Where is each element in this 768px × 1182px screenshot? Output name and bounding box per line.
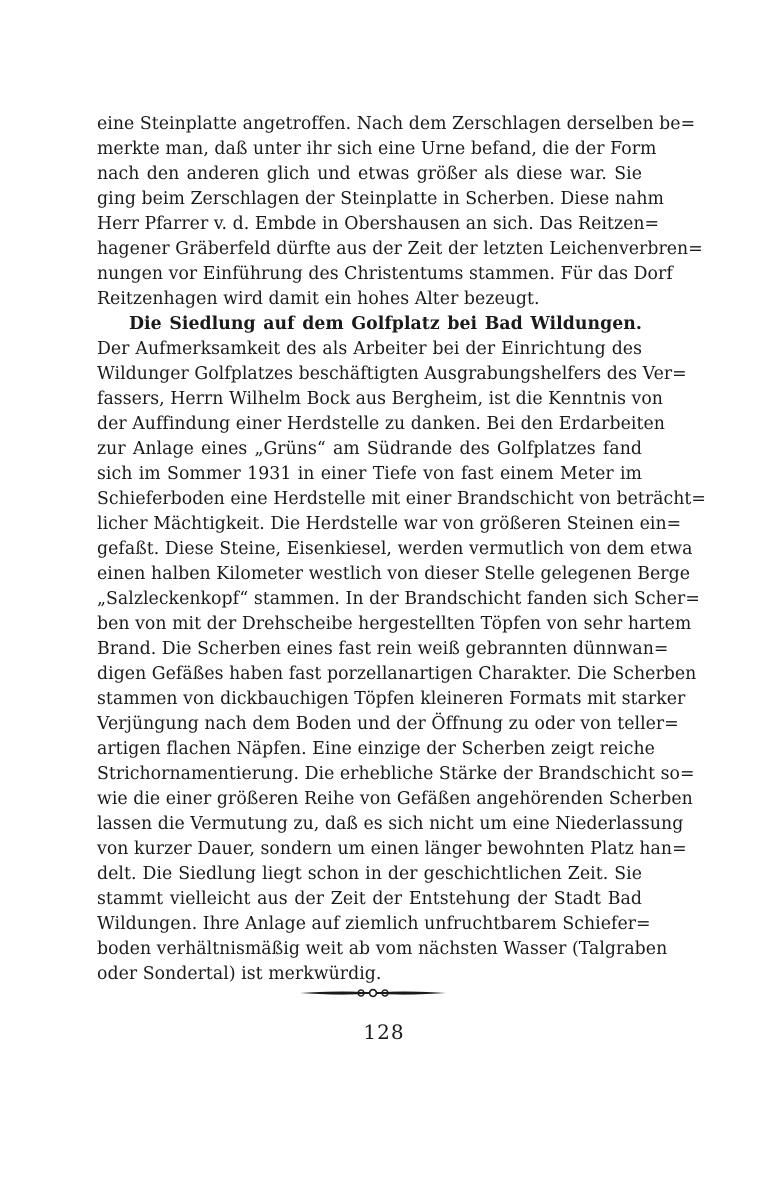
text-line: fassers, Herrn Wilhelm Bock aus Bergheim, ist die Kenntnis von (97, 389, 663, 409)
text-line: der Auffindung einer Herdstelle zu danken. Bei den Erdarbeiten (97, 414, 665, 434)
text-line: Strichornamentierung. Die erhebliche Stärke der Brandschicht so= (97, 764, 695, 784)
text-line: von kurzer Dauer, sondern um einen länger bewohnten Platz han= (97, 839, 687, 859)
text-line: Wildungen. Ihre Anlage auf ziemlich unfruchtbarem Schiefer= (97, 914, 651, 934)
text-line: Schieferboden eine Herdstelle mit einer Brandschicht von beträcht= (97, 489, 706, 509)
text-line: Der Aufmerksamkeit des als Arbeiter bei der Einrichtung des (97, 339, 642, 359)
text-line: oder Sondertal) ist merkwürdig. (97, 964, 382, 984)
text-line: Wildunger Golfplatzes beschäftigten Ausgrabungshelfers des Ver= (97, 364, 687, 384)
section-heading: Die Siedlung auf dem Golfplatz bei Bad Wildungen. (129, 314, 642, 334)
text-line: „Salzleckenkopf“ stammen. In der Brandschicht fanden sich Scher= (97, 589, 700, 609)
text-line: gefaßt. Diese Steine, Eisenkiesel, werden vermutlich von dem etwa (97, 539, 693, 559)
text-line: Herr Pfarrer v. d. Embde in Obershausen an sich. Das Reitzen= (97, 214, 660, 234)
text-line: wie die einer größeren Reihe von Gefäßen angehörenden Scherben (97, 789, 693, 809)
text-line: nungen vor Einführung des Christentums stammen. Für das Dorf (97, 264, 673, 284)
text-line: zur Anlage eines „Grüns“ am Südrande des Golfplatzes fand (97, 439, 642, 459)
body-text (97, 112, 706, 987)
text-line: delt. Die Siedlung liegt schon in der geschichtlichen Zeit. Sie (97, 864, 642, 884)
text-line: eine Steinplatte angetroffen. Nach dem Zerschlagen derselben be= (97, 114, 696, 134)
text-line: ging beim Zerschlagen der Steinplatte in Scherben. Diese nahm (97, 189, 664, 209)
text-line: stammt vielleicht aus der Zeit der Entstehung der Stadt Bad (97, 889, 642, 909)
text-line: licher Mächtigkeit. Die Herdstelle war von größeren Steinen ein= (97, 514, 682, 534)
text-line: stammen von dickbauchigen Töpfen kleineren Formats mit starker (97, 689, 686, 709)
text-line: hagener Gräberfeld dürfte aus der Zeit der letzten Leichenverbren= (97, 239, 703, 259)
text-line: Reitzenhagen wird damit ein hohes Alter bezeugt. (97, 289, 540, 309)
text-line: digen Gefäßes haben fast porzellanartigen Charakter. Die Scherben (97, 664, 697, 684)
text-line: lassen die Vermutung zu, daß es sich nicht um eine Niederlassung (97, 814, 684, 834)
text-line: artigen flachen Näpfen. Eine einzige der Scherben zeigt reiche (97, 739, 655, 759)
end-ornament-icon (298, 987, 448, 999)
text-line: einen halben Kilometer westlich von dieser Stelle gelegenen Berge (97, 564, 690, 584)
text-line: Verjüngung nach dem Boden und der Öffnung zu oder von teller= (97, 714, 679, 734)
page-number: 128 (363, 1020, 405, 1044)
text-line: boden verhältnismäßig weit ab vom nächsten Wasser (Talgraben (97, 939, 668, 959)
text-line: sich im Sommer 1931 in einer Tiefe von fast einem Meter im (97, 464, 642, 484)
text-line: ben von mit der Drehscheibe hergestellten Töpfen von sehr hartem (97, 614, 692, 634)
text-line: Brand. Die Scherben eines fast rein weiß gebrannten dünnwan= (97, 639, 669, 659)
text-line: merkte man, daß unter ihr sich eine Urne befand, die der Form (97, 139, 657, 159)
text-line: nach den anderen glich und etwas größer als diese war. Sie (97, 164, 642, 184)
